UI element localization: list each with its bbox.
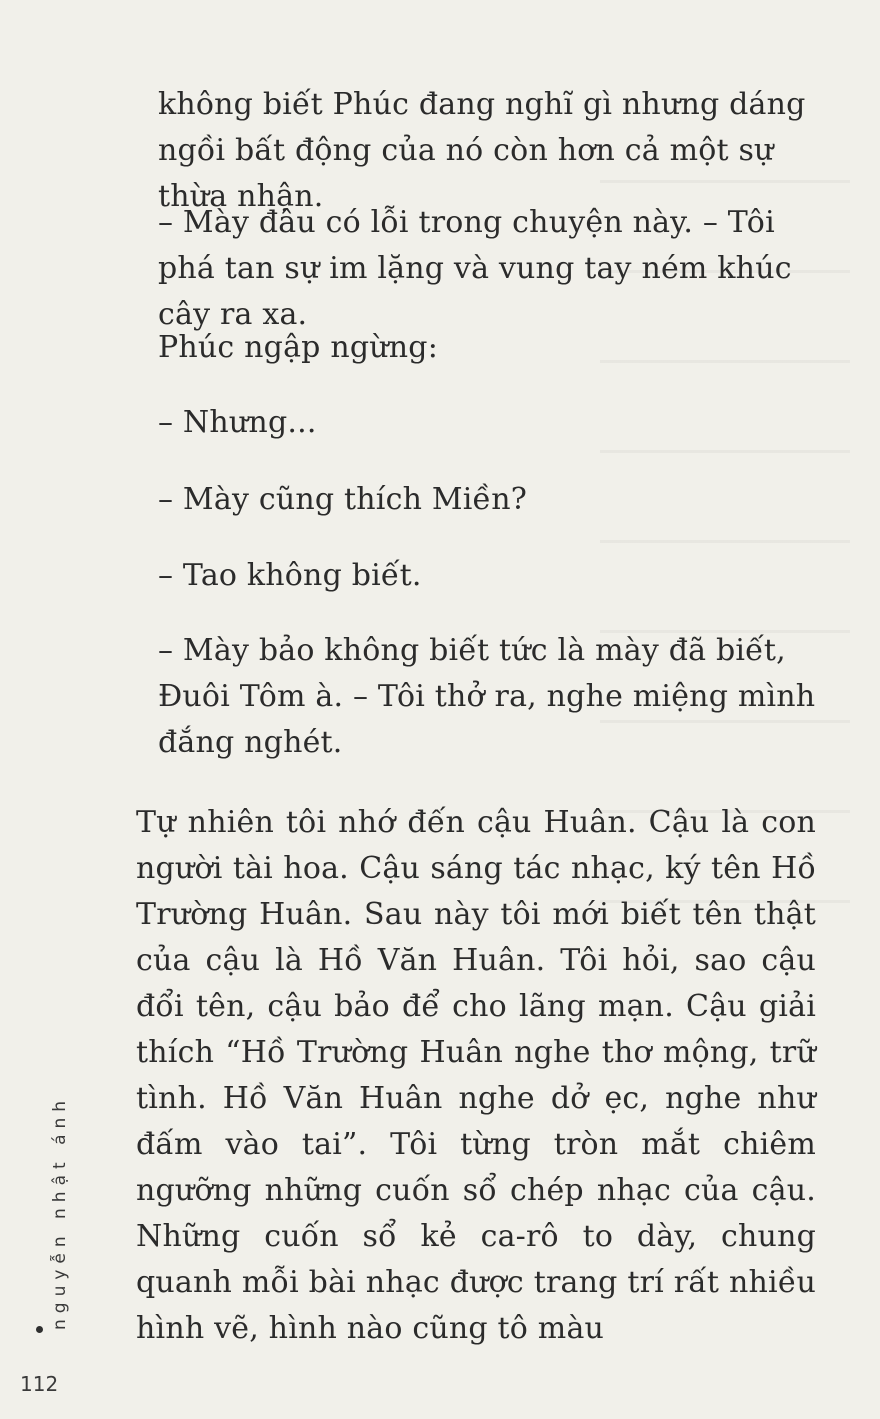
paragraph: không biết Phúc đang nghĩ gì nhưng dáng ngồi bất động của nó còn hơn cả một sự thừa nhận.: [158, 87, 806, 214]
page-number: 112: [20, 1372, 59, 1396]
paragraph: Tự nhiên tôi nhớ đến cậu Huân. Cậu là con người tài hoa. Cậu sáng tác nhạc, ký tên Hồ Trường Huân. Sau này tôi mới biết tên thật của cậu là Hồ Văn Huân. Tôi hỏi, sao cậu đổi tên, cậu bảo để cho lãng mạn. Cậu giải thích “Hồ Trường Huân nghe thơ mộng, trữ tình. Hồ Văn Huân nghe dở ẹc, nghe như đấm vào tai”. Tôi từng tròn mắt chiêm ngưỡng những cuốn sổ chép nhạc của cậu. Những cuốn sổ kẻ ca-rô to dày, chung quanh mỗi bài nhạc được trang trí rất nhiều hình vẽ, hình nào cũng tô màu: [136, 805, 816, 1346]
dialogue-line: – Mày đâu có lỗi trong chuyện này. – Tôi phá tan sự im lặng và vung tay ném khúc cây ra xa.: [158, 205, 792, 332]
running-header-author: nguyễn nhật ánh: [50, 1094, 70, 1330]
dialogue-line: – Tao không biết.: [158, 558, 422, 593]
paragraph: Phúc ngập ngừng:: [158, 330, 438, 365]
dialogue-line: – Nhưng...: [158, 405, 317, 440]
bullet-icon: [36, 1326, 43, 1333]
dialogue-line: – Mày cũng thích Miền?: [158, 482, 528, 517]
dialogue-line: – Mày bảo không biết tức là mày đã biết, Đuôi Tôm à. – Tôi thở ra, nghe miệng mình đắng nghét.: [158, 633, 816, 760]
